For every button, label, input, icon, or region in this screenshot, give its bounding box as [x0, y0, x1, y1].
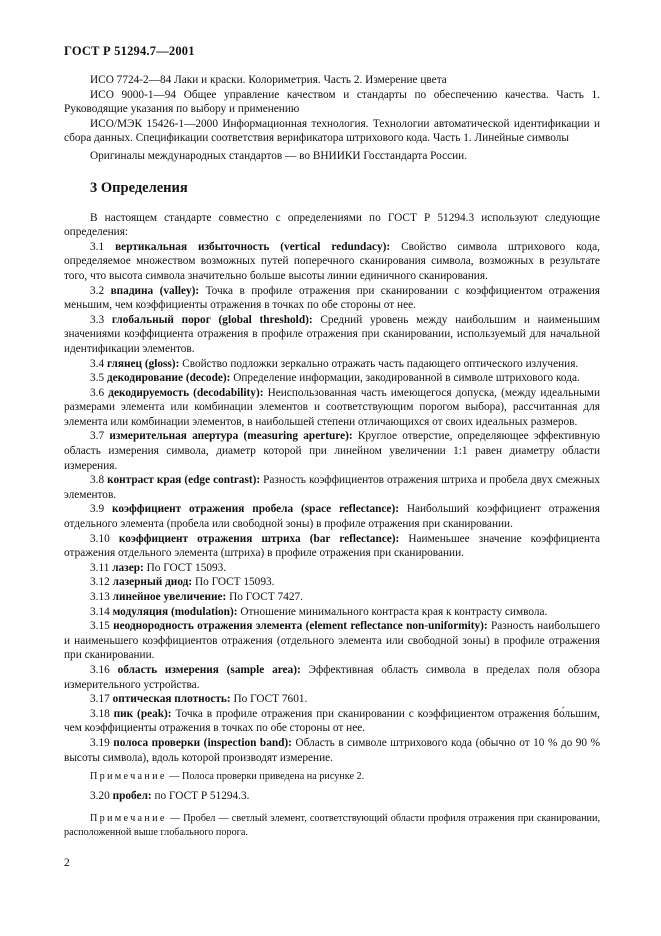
definitions-list: [64, 240, 600, 765]
definition-number: 3.6: [90, 386, 105, 399]
definition-text: Средний уровень между наибольшим и наименьшим значениями коэффициента отражения в профиле отражения при сканировании, используемый для начальной идентификации элементов.: [64, 313, 600, 355]
definition-text: Определение информации, закодированной в символе штрихового кода.: [233, 372, 580, 385]
definition-term: область измерения (sample area):: [117, 663, 301, 676]
definition-text: по ГОСТ Р 51294.3.: [154, 790, 250, 803]
definition-item: [64, 371, 600, 386]
definition-term: вертикальная избыточность (vertical redundacy):: [115, 240, 391, 253]
definition-number: 3.16: [90, 663, 110, 676]
definition-number: 3.10: [90, 532, 110, 545]
definition-item: [64, 561, 600, 576]
definition-item: [64, 240, 600, 284]
note-inspection-band: [64, 770, 600, 784]
definition-item: [64, 692, 600, 707]
definition-text: Точка в профиле отражения при сканировании с коэффициентом отражения меньшим, чем коэффициенты отражения в точках по обе стороны от нее.: [64, 284, 600, 312]
definition-item: [64, 313, 600, 357]
definition-number: 3.14: [90, 605, 110, 618]
definition-number: 3.9: [90, 503, 105, 516]
note-label: Примечание: [90, 771, 167, 783]
reference-item: ИСО 9000-1—94 Общее управление качеством и стандарты по обеспечению качества. Часть 1. Руководящие указания по выбору и применению: [64, 88, 600, 116]
section-intro: В настоящем стандарте совместно с определениями по ГОСТ Р 51294.3 используют следующие определения:: [64, 211, 600, 239]
definition-item: [64, 357, 600, 372]
definition-number: 3.1: [90, 240, 105, 253]
definition-term: измерительная апертура (measuring aperture):: [109, 430, 353, 443]
definition-number: 3.8: [90, 474, 105, 487]
definition-text: Наибольший коэффициент отражения отдельного элемента (пробела или свободной зоны) в профиле отражения при сканировании.: [64, 503, 600, 531]
definition-number: 3.2: [90, 284, 105, 297]
definition-number: 3.12: [90, 576, 110, 589]
definition-number: 3.18: [90, 707, 110, 720]
definition-item: [64, 789, 600, 804]
definition-item: [64, 590, 600, 605]
definition-term: коэффициент отражения штриха (bar reflectance):: [118, 532, 400, 545]
note-text: — Полоса проверки приведена на рисунке 2.: [166, 771, 365, 783]
page-number: 2: [64, 857, 70, 869]
definition-term: модуляция (modulation):: [112, 605, 238, 618]
section-heading: 3 Определения: [90, 179, 188, 196]
definition-text: Круглое отверстие, определяющее эффективную область измерения символа, диаметр которой при линейном увеличении 1:1 равен диаметру области измерения.: [64, 430, 601, 472]
definition-term: оптическая плотность:: [112, 693, 231, 706]
definition-item: [64, 707, 600, 736]
definition-term: пик (peak):: [113, 707, 172, 720]
definition-item: [64, 605, 600, 620]
reference-note: Оригиналы международных стандартов — во ВНИИКИ Госстандарта России.: [90, 149, 468, 162]
definition-item: [64, 429, 600, 473]
definition-term: декодирование (decode):: [106, 372, 231, 385]
definition-text: Область в символе штрихового кода (обычно от 10 % до 90 % высоты символа), вдоль которой производят измерение.: [64, 736, 600, 764]
definition-text: Отношение минимального контраста края к контрасту символа.: [240, 605, 548, 618]
definition-number: 3.7: [90, 430, 105, 443]
standard-header: ГОСТ Р 51294.7—2001: [64, 44, 195, 58]
definition-term: неоднородность отражения элемента (element reflectance non-uniformity):: [113, 620, 488, 633]
definition-text: Неиспользованная часть имеющегося допуска, (между идеальными размерами элемента или комбинации элементов и соответствующим порогом выбора), рассчитанная для элемента или комбинации элементов, в наибольшей степени отличающихся от своих идеальных размеров.: [64, 386, 600, 428]
definition-term: глобальный порог (global threshold):: [111, 313, 313, 326]
definition-text: Разность наибольшего и наименьшего коэффициентов отражения (отдельного элемента или свободной зоны) в профиле отражения при сканировании.: [64, 620, 600, 662]
definition-number: 3.5: [90, 372, 105, 385]
definition-item: [64, 284, 600, 313]
definition-item: [64, 386, 600, 430]
definition-text: Наименьшее значение коэффициента отражения отдельного элемента (штриха) в профиле отражения при сканировании.: [64, 532, 601, 560]
definition-term: лазерный диод:: [112, 576, 193, 589]
definition-term: линейное увеличение:: [112, 591, 227, 603]
definition-text: По ГОСТ 15093.: [194, 576, 275, 589]
definition-text: По ГОСТ 7427.: [229, 591, 303, 603]
definition-item: [64, 532, 600, 561]
definition-number: 3.17: [90, 693, 110, 706]
definition-term: полоса проверки (inspection band):: [113, 736, 292, 749]
note-space: [64, 812, 600, 840]
definition-text: Свойство подложки зеркально отражать часть падающего оптического излучения.: [182, 357, 579, 370]
definition-item: [64, 619, 600, 663]
note-text: — Пробел — светлый элемент, соответствующий области профиля отражения при сканировании, расположенной выше глобального порога.: [64, 812, 600, 838]
definition-text: Разность коэффициентов отражения штриха и пробела двух смежных элементов.: [64, 474, 601, 501]
definition-item: [64, 736, 600, 765]
definition-text: Свойство символа штрихового кода, определяемое множеством возможных путей поперечного сканирования символа, возможных в результате того, что высота символа значительно больше высоты линии единичного сканирования.: [64, 240, 600, 282]
references-list: [64, 73, 600, 164]
definition-number: 3.11: [90, 561, 110, 574]
definition-number: 3.15: [90, 620, 110, 633]
definition-item: [64, 575, 600, 590]
definition-term: коэффициент отражения пробела (space reflectance):: [111, 503, 399, 516]
page-content: [64, 73, 600, 840]
definition-item: [64, 663, 600, 692]
definition-number: 3.20: [90, 790, 110, 803]
definition-text: По ГОСТ 7601.: [233, 693, 308, 706]
reference-item: ИСО 7724-2—84 Лаки и краски. Колориметрия. Часть 2. Измерение цвета: [90, 74, 447, 86]
definition-number: 3.19: [90, 736, 110, 749]
definition-term: декодируемость (decodability):: [108, 386, 264, 399]
definition-item: [64, 502, 600, 531]
note-label: Примечание: [90, 812, 167, 824]
definition-term: контраст края (edge contrast):: [107, 474, 261, 487]
reference-item: ИСО/МЭК 15426-1—2000 Информационная технология. Технологии автоматической идентификации и сбора данных. Спецификации соответствия верификатора штрихового кода. Часть 1. Линейные символы: [64, 117, 600, 145]
definition-number: 3.3: [90, 313, 105, 326]
definition-term: впадина (valley):: [110, 284, 200, 297]
definition-number: 3.13: [90, 591, 110, 603]
definition-item: [64, 473, 600, 502]
definition-text: По ГОСТ 15093.: [146, 561, 227, 574]
definition-text: Точка в профиле отражения при сканировании с коэффициентом отражения бо́льшим, чем коэффициенты отражения в точках по обе стороны от нее.: [64, 707, 600, 735]
definition-term: лазер:: [112, 561, 144, 574]
definition-term: пробел:: [112, 790, 152, 803]
definition-number: 3.4: [90, 357, 105, 370]
definition-term: глянец (gloss):: [106, 357, 180, 370]
definition-text: Эффективная область символа в пределах поля обзора измерительного устройства.: [64, 663, 601, 691]
